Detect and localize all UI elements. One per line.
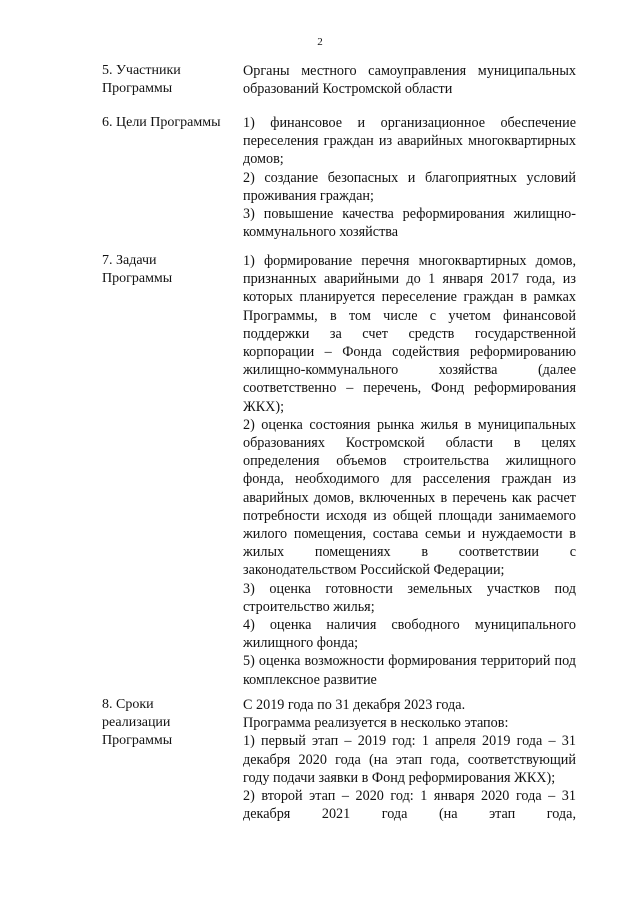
- paragraph: 2) создание безопасных и благоприятных условий проживания граждан;: [243, 169, 576, 204]
- row-content: [243, 114, 576, 241]
- paragraph: Программа реализуется в несколько этапов:: [243, 715, 509, 732]
- page-number: 2: [317, 36, 323, 48]
- row-label: [102, 696, 242, 751]
- row-label: [102, 252, 242, 288]
- paragraph: С 2019 года по 31 декабря 2023 года.: [243, 697, 466, 713]
- paragraph: 2) второй этап – 2020 год: 1 января 2020 года – 31 декабря 2021 года (на этап года,: [243, 788, 576, 823]
- row-content: [243, 252, 576, 689]
- paragraph: Органы местного самоуправления муниципальных образований Костромской области: [243, 63, 576, 98]
- row-label-line: 8. Сроки: [102, 697, 154, 712]
- row-content: [243, 696, 576, 823]
- row-label: [102, 114, 242, 132]
- paragraph: 1) формирование перечня многоквартирных домов, признанных аварийными до 1 января 2017 года, из которых планируется переселение граждан в рамках Программы, в том числе с учетом финансовой поддержки за счет средств государственной корпорации – Фонда содействия реформированию жилищно-коммунального хозяйства (далее соответственно – перечень, Фонд реформирования ЖКХ);: [243, 253, 576, 415]
- row-label-line: 6. Цели Программы: [102, 115, 221, 130]
- paragraph: 2) оценка состояния рынка жилья в муниципальных образованиях Костромской области в целях определения объемов строительства жилищного фонда, необходимого для расселения граждан из аварийных домов, включенных в перечень как расчет потребности исходя из общей площади занимаемого жилого помещения, состава семьи и нуждаемости в жилых помещениях в соответствии с законодательством Российской Федерации;: [243, 416, 576, 579]
- row-content: [243, 62, 576, 98]
- row-label-line: реализации: [102, 715, 171, 731]
- row-label-line: Программы: [102, 271, 173, 287]
- paragraph: 3) оценка готовности земельных участков под строительство жилья;: [243, 580, 576, 615]
- paragraph: 1) финансовое и организационное обеспечение переселения граждан из аварийных многоквартирных домов;: [243, 115, 576, 168]
- row-label: [102, 62, 242, 98]
- row-label-line: 7. Задачи: [102, 253, 157, 268]
- paragraph: 4) оценка наличия свободного муниципального жилищного фонда;: [243, 617, 576, 652]
- paragraph: 1) первый этап – 2019 год: 1 апреля 2019 года – 31 декабря 2020 года (на этап года, соответствующий году подачи заявки в Фонд реформирования ЖКХ);: [243, 733, 576, 786]
- row-label-line: Программы: [102, 733, 173, 749]
- row-label-line: Программы: [102, 81, 173, 97]
- paragraph: 5) оценка возможности формирования территорий под комплексное развитие: [243, 653, 576, 688]
- row-label-line: 5. Участники: [102, 63, 181, 78]
- paragraph: 3) повышение качества реформирования жилищно-коммунального хозяйства: [243, 206, 576, 241]
